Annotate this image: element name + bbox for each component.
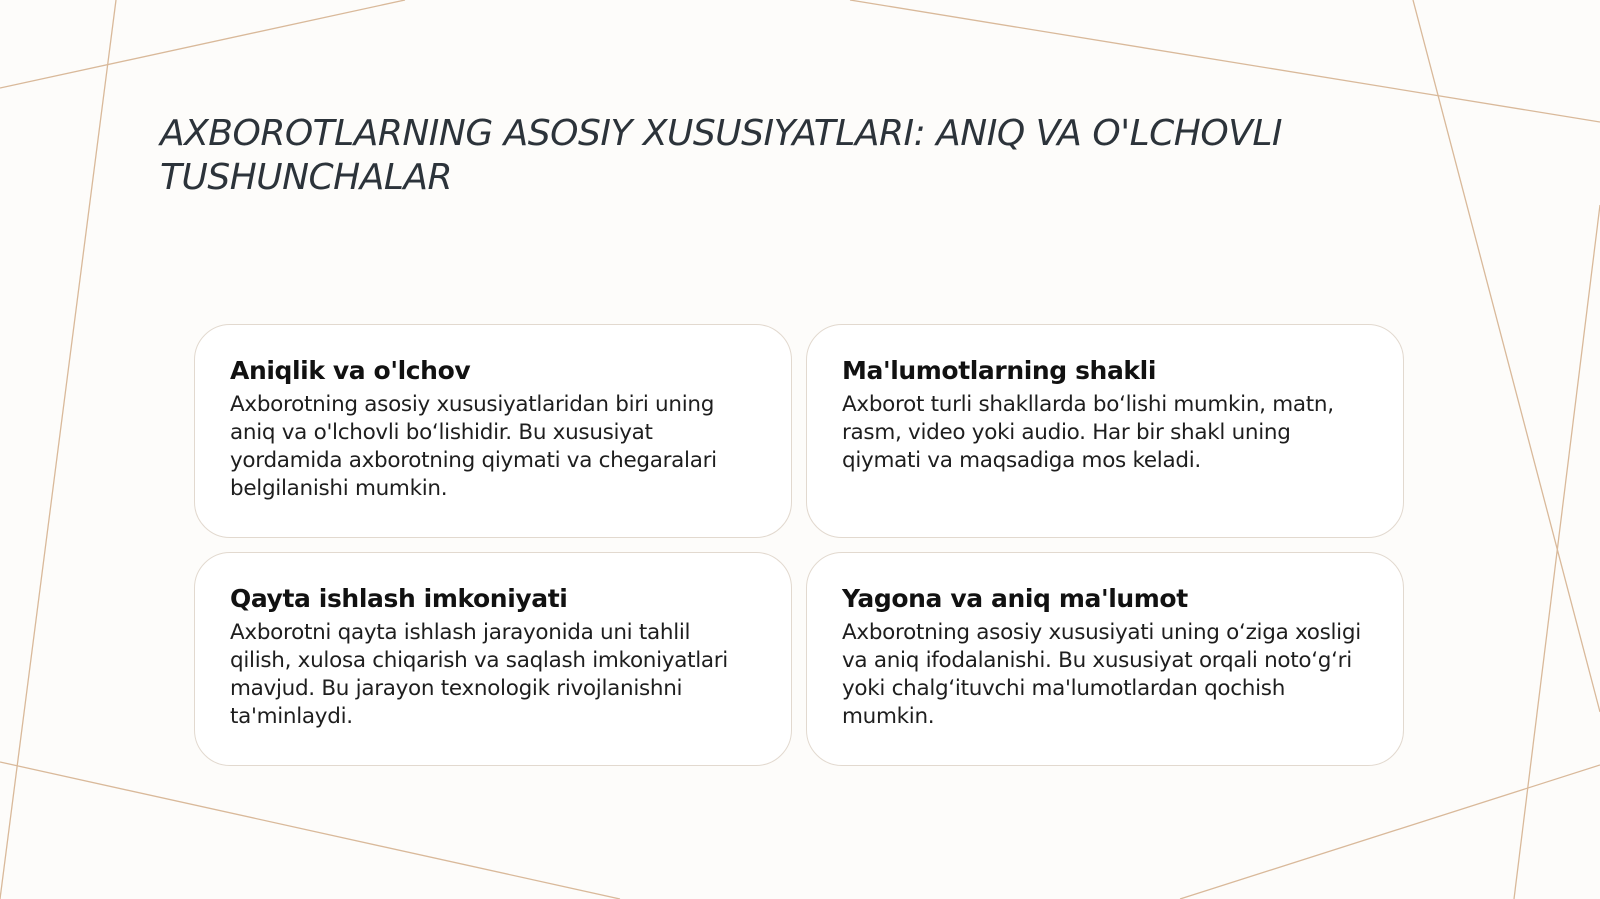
card-heading: Yagona va aniq ma'lumot xyxy=(842,584,1188,613)
card-heading: Ma'lumotlarning shakli xyxy=(842,356,1156,385)
card-body-text: Axborotning asosiy xususiyati uning oʻziga xosligi va aniq ifodalanishi. Bu xususiyat orqali notoʻgʻri yoki chalgʻituvchi ma'lumotlardan qochish mumkin. xyxy=(842,620,1361,729)
card-processing xyxy=(194,552,792,766)
deco-line-top-left-diagonal xyxy=(0,0,405,88)
deco-line-top-right xyxy=(850,0,1600,122)
deco-line-bottom-left xyxy=(0,762,620,899)
deco-line-bottom-right xyxy=(1180,765,1600,899)
deco-line-left-vertical xyxy=(0,0,116,899)
card-body-text: Axborotning asosiy xususiyatlaridan biri uning aniq va o'lchovli boʻlishidir. Bu xususiyat yordamida axborotning qiymati va chegaralari belgilanishi mumkin. xyxy=(230,392,717,501)
card-heading: Aniqlik va o'lchov xyxy=(230,356,471,385)
card-body-text: Axborot turli shakllarda boʻlishi mumkin, matn, rasm, video yoki audio. Har bir shakl uning qiymati va maqsadiga mos keladi. xyxy=(842,392,1334,473)
deco-line-right-vertical xyxy=(1514,205,1600,899)
card-unique-data xyxy=(806,552,1404,766)
card-data-form xyxy=(806,324,1404,538)
card-accuracy xyxy=(194,324,792,538)
slide-title: AXBOROTLARNING ASOSIY XUSUSIYATLARI: ANIQ VA O'LCHOVLI TUSHUNCHALAR xyxy=(160,113,1282,198)
card-body-text: Axborotni qayta ishlash jarayonida uni tahlil qilish, xulosa chiqarish va saqlash imkoniyatlari mavjud. Bu jarayon texnologik rivojlanishni ta'minlaydi. xyxy=(230,620,728,729)
card-heading: Qayta ishlash imkoniyati xyxy=(230,584,568,613)
